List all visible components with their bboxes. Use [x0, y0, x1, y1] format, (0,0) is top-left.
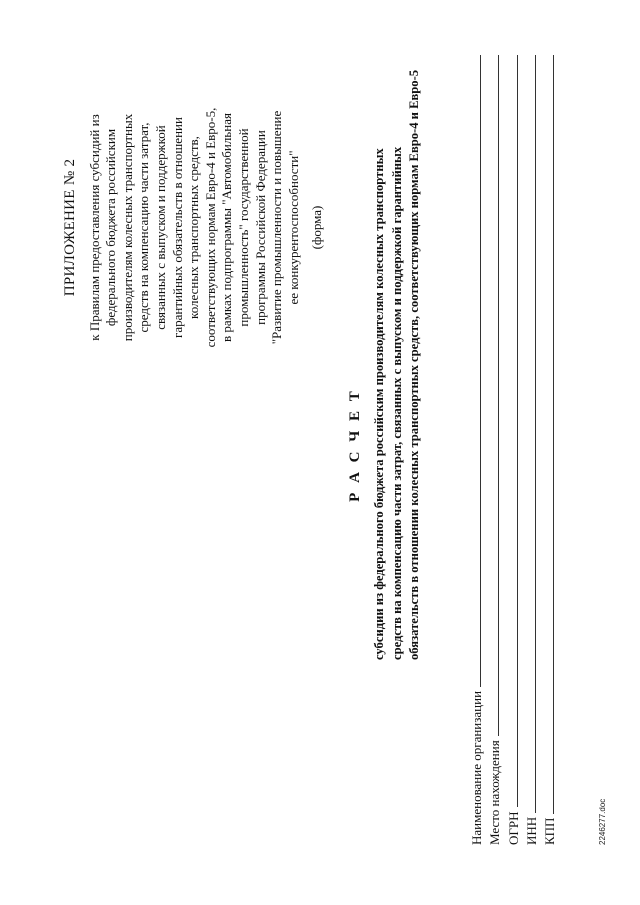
appendix-line: ее конкурентоспособности": [285, 150, 301, 305]
form-note: (форма): [309, 205, 325, 250]
appendix-line: средств на компенсацию части затрат,: [136, 122, 152, 333]
field-inn: [521, 55, 539, 845]
appendix-line: федерального бюджета российским: [103, 128, 119, 327]
field-label: ИНН: [523, 816, 539, 845]
fill-in-line[interactable]: [535, 55, 536, 813]
appendix-lines: [87, 105, 303, 350]
document-title: Р А С Ч Е Т: [347, 388, 363, 502]
fill-in-line[interactable]: [480, 55, 481, 687]
fill-in-line[interactable]: [498, 55, 499, 736]
field-label: КПП: [541, 817, 557, 845]
subtitle-line: обязательств в отношении колесных транспортных средств, соответствующих нормам Евро-4 и Евро-5: [407, 69, 422, 660]
appendix-line: "Развитие промышленности и повышение: [269, 110, 285, 345]
field-organization-name: [466, 55, 484, 845]
appendix-line: производителям колесных транспортных: [119, 113, 135, 342]
appendix-line: колесных транспортных средств,: [186, 136, 202, 319]
appendix-line: в рамках подпрограммы "Автомобильная: [219, 113, 235, 342]
appendix-title: ПРИЛОЖЕНИЕ № 2: [62, 158, 78, 297]
fill-in-line[interactable]: [517, 55, 518, 807]
appendix-line: промышленность" государственной: [235, 128, 251, 327]
field-label: ОГРН: [505, 811, 521, 845]
field-kpp: [539, 55, 557, 845]
field-location: [484, 55, 502, 845]
appendix-line: программы Российской Федерации: [252, 130, 268, 325]
appendix-line: соответствующих нормам Евро-4 и Евро-5,: [202, 107, 218, 348]
subtitle-line: средств на компенсацию части затрат, связанных с выпуском и поддержкой гарантийных: [389, 146, 404, 660]
document-id: 2246277.doc: [598, 798, 607, 845]
field-label: Место нахождения: [487, 740, 503, 845]
field-label: Наименование организации: [469, 690, 485, 845]
appendix-line: к Правилам предоставления субсидий из: [86, 114, 102, 341]
document-subtitle: [371, 69, 424, 660]
field-ogrn: [502, 55, 520, 845]
subtitle-line: субсидии из федерального бюджета российским производителям колесных транспортных: [372, 148, 386, 660]
appendix-line: связанных с выпуском и поддержкой: [152, 125, 168, 330]
organization-fields: [466, 55, 557, 845]
fill-in-line[interactable]: [553, 55, 554, 814]
appendix-line: гарантийных обязательств в отношении: [169, 117, 185, 338]
appendix-header: [62, 105, 326, 350]
